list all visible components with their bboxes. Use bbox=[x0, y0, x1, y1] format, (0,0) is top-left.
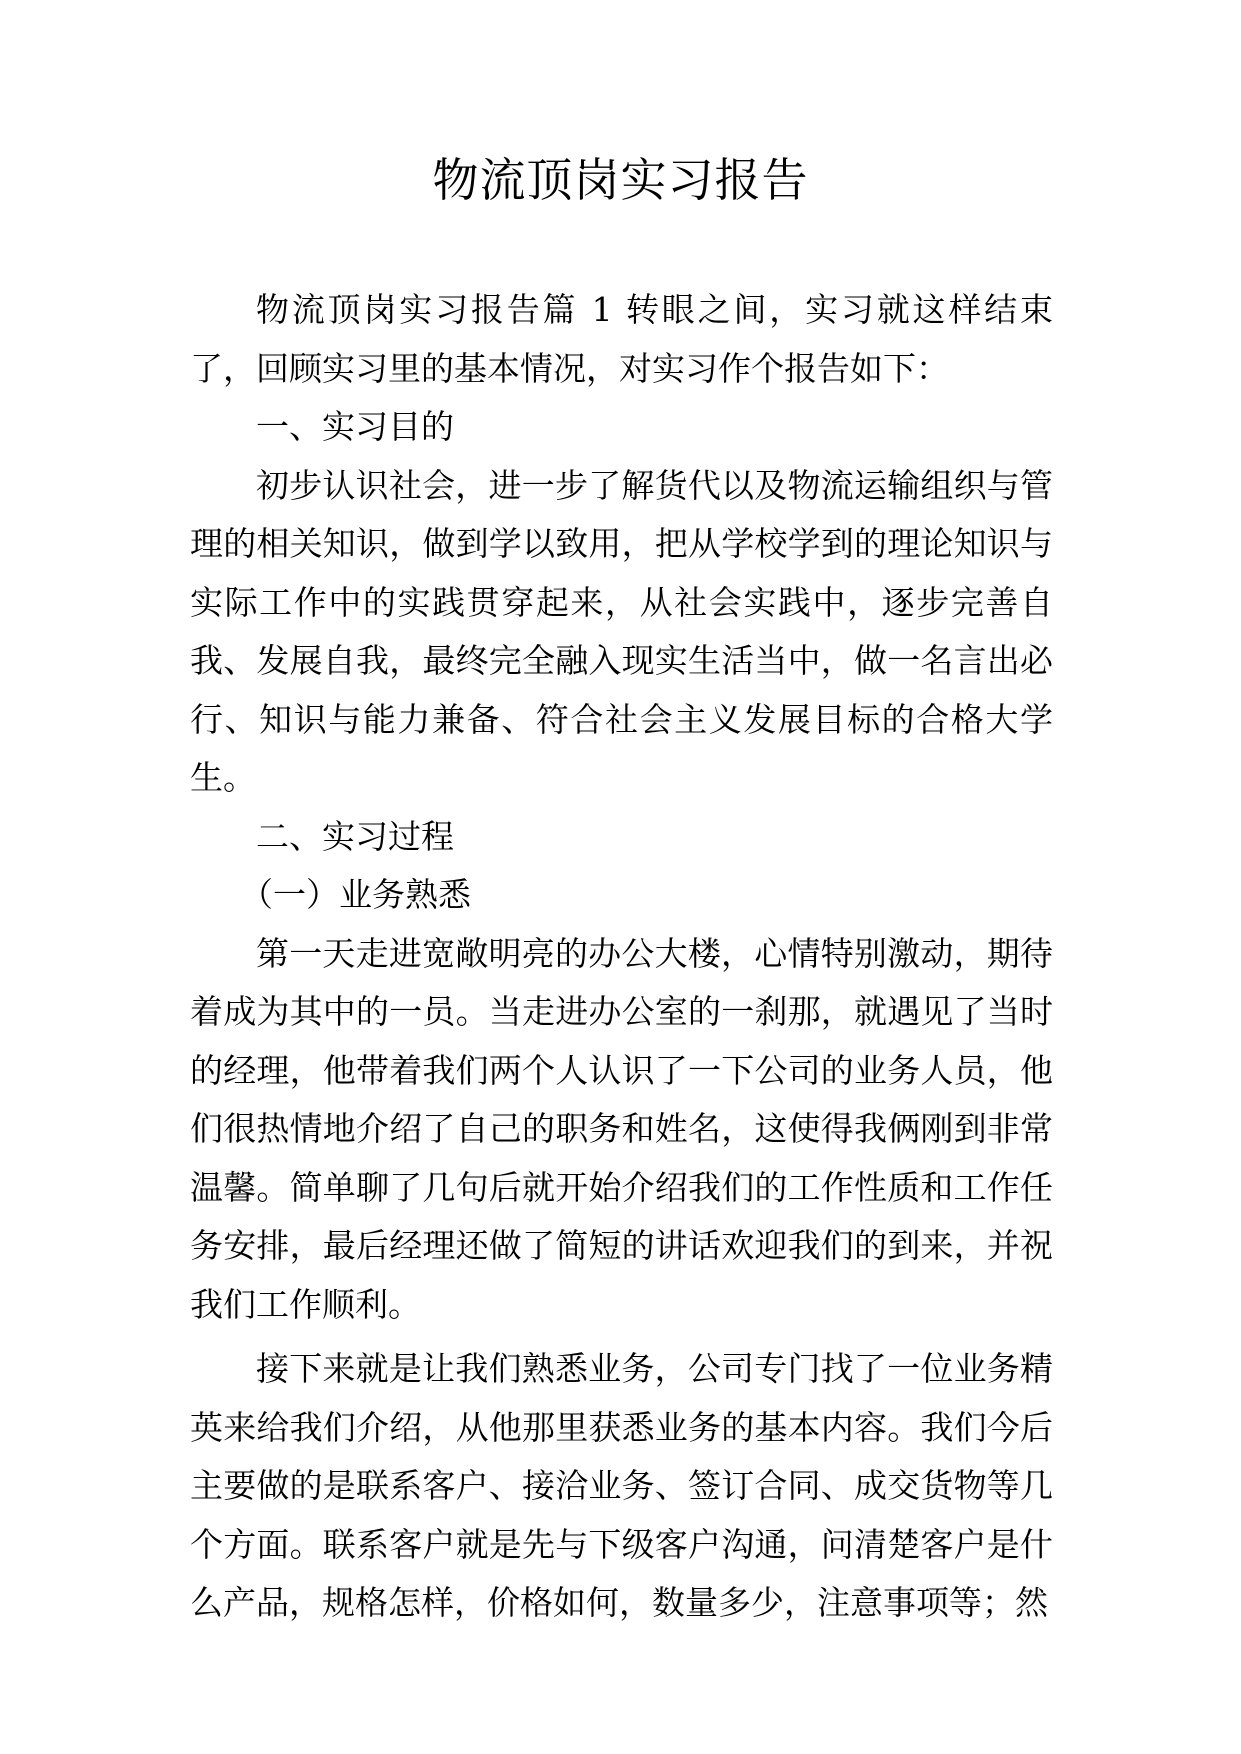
paragraph-purpose: 初步认识社会，进一步了解货代以及物流运输组织与管理的相关知识，做到学以致用，把从学校学到的理论知识与实际工作中的实践贯穿起来，从社会实践中，逐步完善自我、发展自我，最终完全融入现实生活当中，做一名言出必行、知识与能力兼备、符合社会主义发展目标的合格大学生。 bbox=[190, 465, 1053, 797]
section-heading-purpose: 一、实习目的 bbox=[256, 407, 454, 446]
paragraph-intro: 物流顶岗实习报告篇 1 转眼之间，实习就这样结束了，回顾实习里的基本情况，对实习作个报告如下： bbox=[190, 290, 1053, 388]
paragraph-business-familiarization: 接下来就是让我们熟悉业务，公司专门找了一位业务精英来给我们介绍，从他那里获悉业务的基本内容。我们今后主要做的是联系客户、接洽业务、签订合同、成交货物等几个方面。联系客户就是先与下级客户沟通，问清楚客户是什么产品，规格怎样，价格如何，数量多少，注意事项等；然 bbox=[190, 1349, 1053, 1622]
document-body bbox=[190, 281, 1053, 1633]
section-heading-process: 二、实习过程 bbox=[256, 816, 454, 856]
document-title: 物流顶岗实习报告 bbox=[432, 153, 809, 207]
paragraph-first-day: 第一天走进宽敞明亮的办公大楼，心情特别激动，期待着成为其中的一员。当走进办公室的一刹那，就遇见了当时的经理，他带着我们两个人认识了一下公司的业务人员，他们很热情地介绍了自己的职务和姓名，这使得我俩刚到非常温馨。简单聊了几句后就开始介绍我们的工作性质和工作任务安排，最后经理还做了简短的讲话欢迎我们的到来，并祝我们工作顺利。 bbox=[190, 933, 1053, 1324]
subsection-heading-business: （一）业务熟悉 bbox=[240, 875, 471, 914]
